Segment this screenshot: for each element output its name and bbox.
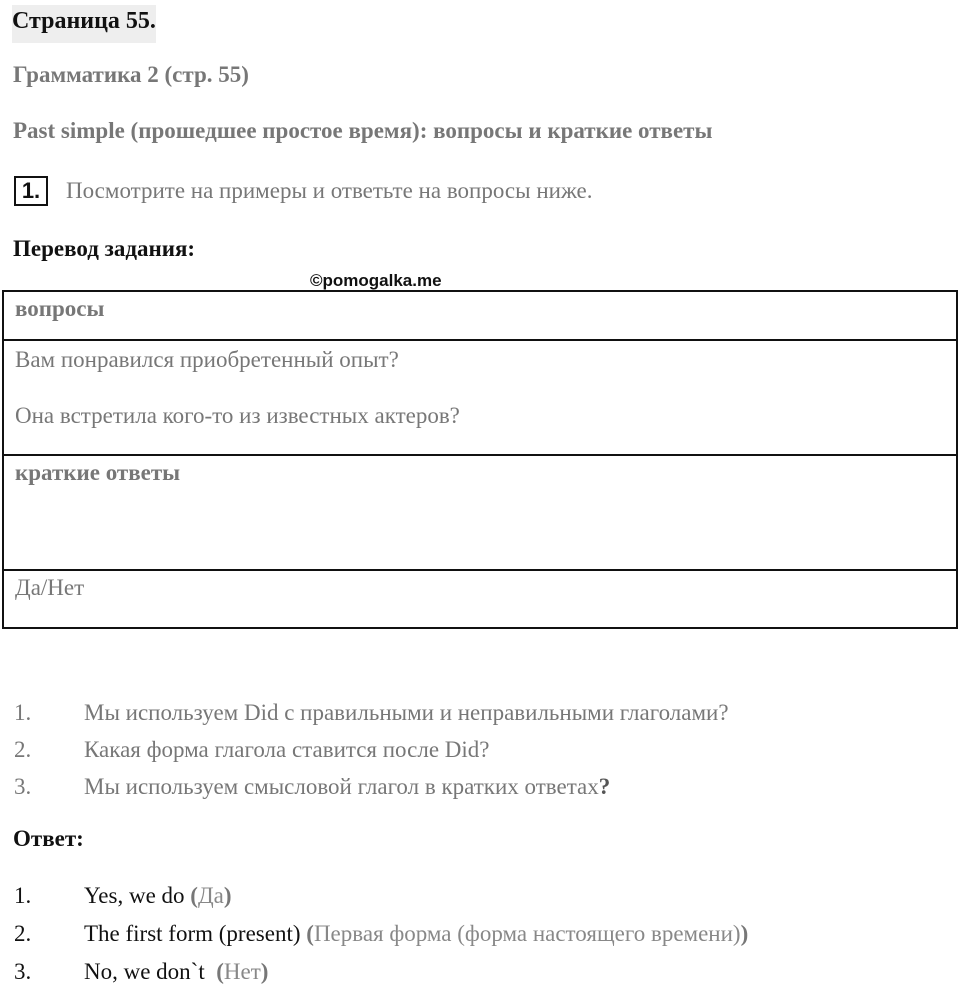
list-item: [14, 877, 748, 915]
answers-list: [14, 877, 748, 991]
answer-heading: Ответ:: [13, 826, 84, 851]
page-title: Страница 55.: [12, 5, 156, 43]
grammar-table: [2, 290, 958, 629]
questions-cell: [3, 340, 957, 455]
answer-text: No, we don`t (Нет): [84, 959, 269, 984]
grammar-title: Грамматика 2 (стр. 55): [13, 62, 249, 87]
questions-list: [14, 694, 729, 805]
questions-header: вопросы: [3, 291, 957, 340]
question-number: 3.: [14, 773, 32, 799]
answer-number: 2.: [14, 921, 32, 946]
answer-text: Yes, we do (Да): [84, 883, 232, 908]
list-item: [14, 731, 729, 768]
answer-text: The first form (present) (Первая форма (форма настоящего времени)): [84, 921, 749, 946]
list-item: [14, 915, 748, 953]
answer-number: 3.: [14, 959, 32, 984]
short-answers-header: краткие ответы: [3, 455, 957, 570]
answer-number: 1.: [14, 883, 32, 908]
question-number: 1.: [14, 699, 32, 725]
question-text: Мы используем смысловой глагол в кратких ответах?: [84, 773, 611, 799]
topic-title: Past simple (прошедшее простое время): вопросы и краткие ответы: [13, 118, 713, 143]
example-question-1: Вам понравился приобретенный опыт?: [15, 347, 399, 372]
watermark: ©pomogalka.me: [310, 271, 442, 290]
list-item: [14, 694, 729, 731]
exercise-number: 1.: [14, 176, 48, 206]
list-item: [14, 953, 748, 991]
example-question-2: Она встретила кого-то из известных актеров?: [15, 403, 460, 428]
translation-heading: Перевод задания:: [13, 236, 196, 261]
question-number: 2.: [14, 736, 32, 762]
question-text: Какая форма глагола ставится после Did?: [84, 736, 490, 762]
question-text: Мы используем Did с правильными и неправильными глаголами?: [84, 699, 729, 725]
list-item: [14, 768, 729, 805]
short-answer-cell: Да/Нет: [3, 570, 957, 628]
exercise-instruction: Посмотрите на примеры и ответьте на вопросы ниже.: [66, 178, 593, 203]
exercise-row: [14, 176, 592, 206]
